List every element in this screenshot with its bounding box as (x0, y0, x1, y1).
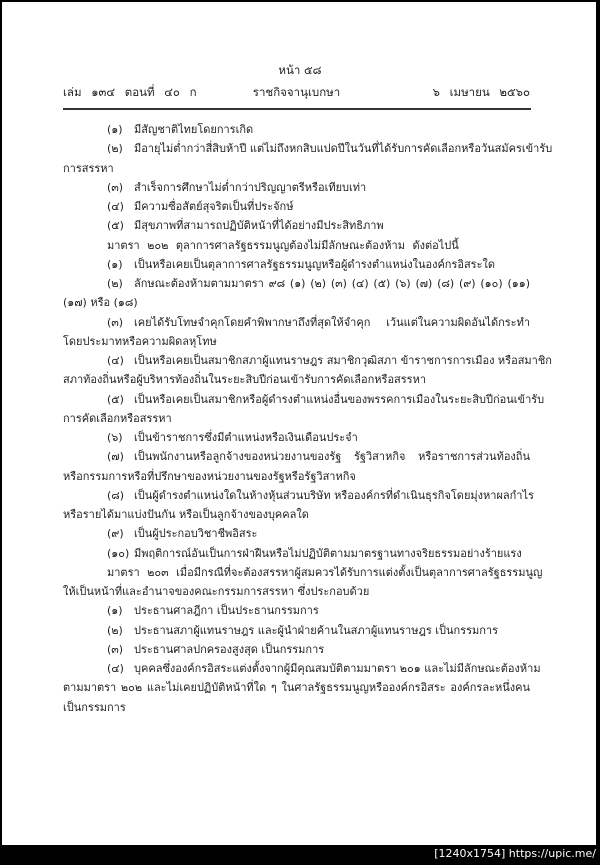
item-number: (๕) (107, 219, 124, 233)
item-number: (๗) (107, 450, 124, 464)
continuation-line: (๑๗) หรือ (๑๘) (63, 296, 138, 310)
list-item (63, 178, 530, 197)
gazette-header (63, 84, 530, 102)
item-number: (๖) (107, 431, 123, 444)
publication-title: ราชกิจจานุเบกษา (252, 85, 341, 99)
item-text: สำเร็จการศึกษาไม่ต่ำกว่าปริญญาตรีหรือเทียบเท่า (134, 180, 367, 194)
item-text: ลักษณะต้องห้ามตามมาตรา ๙๘ (๑) (๒) (๓) (๔) (๕) (๖) (๗) (๘) (๙) (๑๐) (๑๑) (134, 277, 530, 290)
item-number: (๔) (107, 200, 124, 213)
continuation-line: หรือกรรมการหรือที่ปรึกษาของหน่วยงานของรัฐหรือรัฐวิสาหกิจ (63, 469, 356, 483)
item-number: (๑) (107, 257, 123, 271)
item-text: เป็นพนักงานหรือลูกจ้างของหน่วยงานของรัฐ รัฐวิสาหกิจ หรือราชการส่วนท้องถิ่น (134, 450, 530, 464)
section-text: มาตรา ๒๐๒ ตุลาการศาลรัฐธรรมนูญต้องไม่มีลักษณะต้องห้าม ดังต่อไปนี้ (107, 238, 459, 252)
item-text: เคยได้รับโทษจำคุกโดยคำพิพากษาถึงที่สุดให้จำคุก เว้นแต่ในความผิดอันได้กระทำ (134, 315, 530, 329)
list-item (63, 544, 530, 563)
item-number: (๒) (107, 142, 123, 156)
list-item (63, 659, 541, 678)
page-number: หน้า ๕๘ (278, 63, 322, 77)
list-item (63, 255, 530, 274)
item-text: เป็นผู้ประกอบวิชาชีพอิสระ (134, 527, 258, 541)
item-number: (๒) (107, 623, 123, 637)
list-item (63, 216, 530, 235)
list-item (63, 197, 530, 216)
item-number: (๓) (107, 642, 124, 656)
list-item (63, 428, 530, 447)
continuation-line: หรือรายได้มาแบ่งปันกัน หรือเป็นลูกจ้างของบุคคลใด (63, 508, 309, 521)
section-text: มาตรา ๒๐๓ เมื่อมีกรณีที่จะต้องสรรหาผู้สมควรได้รับการแต่งตั้งเป็นตุลาการศาลรัฐธรรมนูญ (107, 565, 543, 579)
continuation-line: การสรรหา (63, 161, 114, 175)
item-number: (๓) (107, 315, 124, 329)
list-item (63, 139, 553, 158)
item-number: (๑๐) (107, 546, 130, 560)
item-text: มีสุขภาพที่สามารถปฏิบัติหน้าที่ได้อย่างมีประสิทธิภาพ (134, 219, 384, 233)
item-text: เป็นผู้ดำรงตำแหน่งใดในห้างหุ้นส่วนบริษัท หรือองค์กรที่ดำเนินธุรกิจโดยมุ่งหาผลกำไร (134, 488, 534, 502)
section-heading-line (63, 236, 530, 255)
continuation-line: การคัดเลือกหรือสรรหา (63, 411, 172, 425)
item-text: ประธานศาลฎีกา เป็นประธานกรรมการ (134, 604, 319, 618)
volume-issue: เล่ม ๑๓๔ ตอนที่ ๔๐ ก (63, 85, 197, 99)
item-number: (๑) (107, 123, 123, 136)
list-item (63, 390, 545, 409)
item-number: (๒) (107, 277, 123, 290)
publication-date: ๖ เมษายน ๒๕๖๐ (432, 85, 530, 99)
item-text: เป็นหรือเคยเป็นตุลาการศาลรัฐธรรมนูญหรือผู้ดำรงตำแหน่งในองค์กรอิสระใด (134, 257, 496, 271)
list-item (63, 524, 530, 543)
list-item (63, 313, 530, 332)
list-item (63, 601, 530, 620)
continuation-line: โดยประมาทหรือความผิดลหุโทษ (63, 334, 217, 348)
item-text: มีอายุไม่ต่ำกว่าสี่สิบห้าปี แต่ไม่ถึงหกสิบแปดปีในวันที่ได้รับการคัดเลือกหรือวันสมัครเข้ารับ (134, 142, 553, 156)
list-item (63, 351, 552, 370)
list-item (63, 447, 530, 466)
item-text: ประธานสภาผู้แทนราษฎร และผู้นำฝ่ายค้านในสภาผู้แทนราษฎร เป็นกรรมการ (134, 623, 498, 637)
item-text: เป็นหรือเคยเป็นสมาชิกสภาผู้แทนราษฎร สมาชิกวุฒิสภา ข้าราชการการเมือง หรือสมาชิก (134, 354, 552, 367)
document-body (63, 120, 553, 717)
list-item (63, 274, 530, 293)
item-text: เป็นข้าราชการซึ่งมีตำแหน่งหรือเงินเดือนประจำ (134, 431, 358, 444)
list-item (63, 486, 534, 505)
continuation-line: สภาท้องถิ่นหรือผู้บริหารท้องถิ่นในระยะสิบปีก่อนเข้ารับการคัดเลือกหรือสรรหา (63, 373, 427, 387)
item-number: (๓) (107, 180, 124, 194)
continuation-line: ให้เป็นหน้าที่และอำนาจของคณะกรรมการสรรหา ซึ่งประกอบด้วย (63, 585, 370, 598)
item-text: เป็นหรือเคยเป็นสมาชิกหรือผู้ดำรงตำแหน่งอื่นของพรรคการเมืองในระยะสิบปีก่อนเข้ารับ (134, 392, 545, 406)
item-text: บุคคลซึ่งองค์กรอิสระแต่งตั้งจากผู้มีคุณสมบัติตามมาตรา ๒๐๑ และไม่มีลักษณะต้องห้าม (134, 662, 541, 675)
item-number: (๔) (107, 662, 124, 675)
item-number: (๕) (107, 392, 124, 406)
item-number: (๔) (107, 354, 124, 367)
item-number: (๑) (107, 604, 123, 618)
image-info-caption: [1240x1754] https://upic.me/ (434, 847, 596, 860)
list-item (63, 640, 530, 659)
item-text: มีสัญชาติไทยโดยการเกิด (134, 123, 254, 136)
continuation-line: เป็นกรรมการ (63, 700, 126, 714)
item-number: (๙) (107, 527, 124, 541)
item-text: ประธานศาลปกครองสูงสุด เป็นกรรมการ (134, 642, 325, 656)
item-number: (๘) (107, 488, 125, 502)
list-item (63, 621, 530, 640)
item-text: มีความซื่อสัตย์สุจริตเป็นที่ประจักษ์ (134, 200, 294, 213)
item-text: มีพฤติการณ์อันเป็นการฝ่าฝืนหรือไม่ปฏิบัติตามมาตรฐานทางจริยธรรมอย่างร้ายแรง (134, 546, 522, 560)
list-item (63, 120, 530, 139)
section-heading-line (63, 563, 543, 582)
header-rule (63, 108, 531, 110)
continuation-line: ตามมาตรา ๒๐๒ และไม่เคยปฏิบัติหน้าที่ใด ๆ ในศาลรัฐธรรมนูญหรือองค์กรอิสระ องค์กรละหนึ่งคน (63, 681, 530, 695)
